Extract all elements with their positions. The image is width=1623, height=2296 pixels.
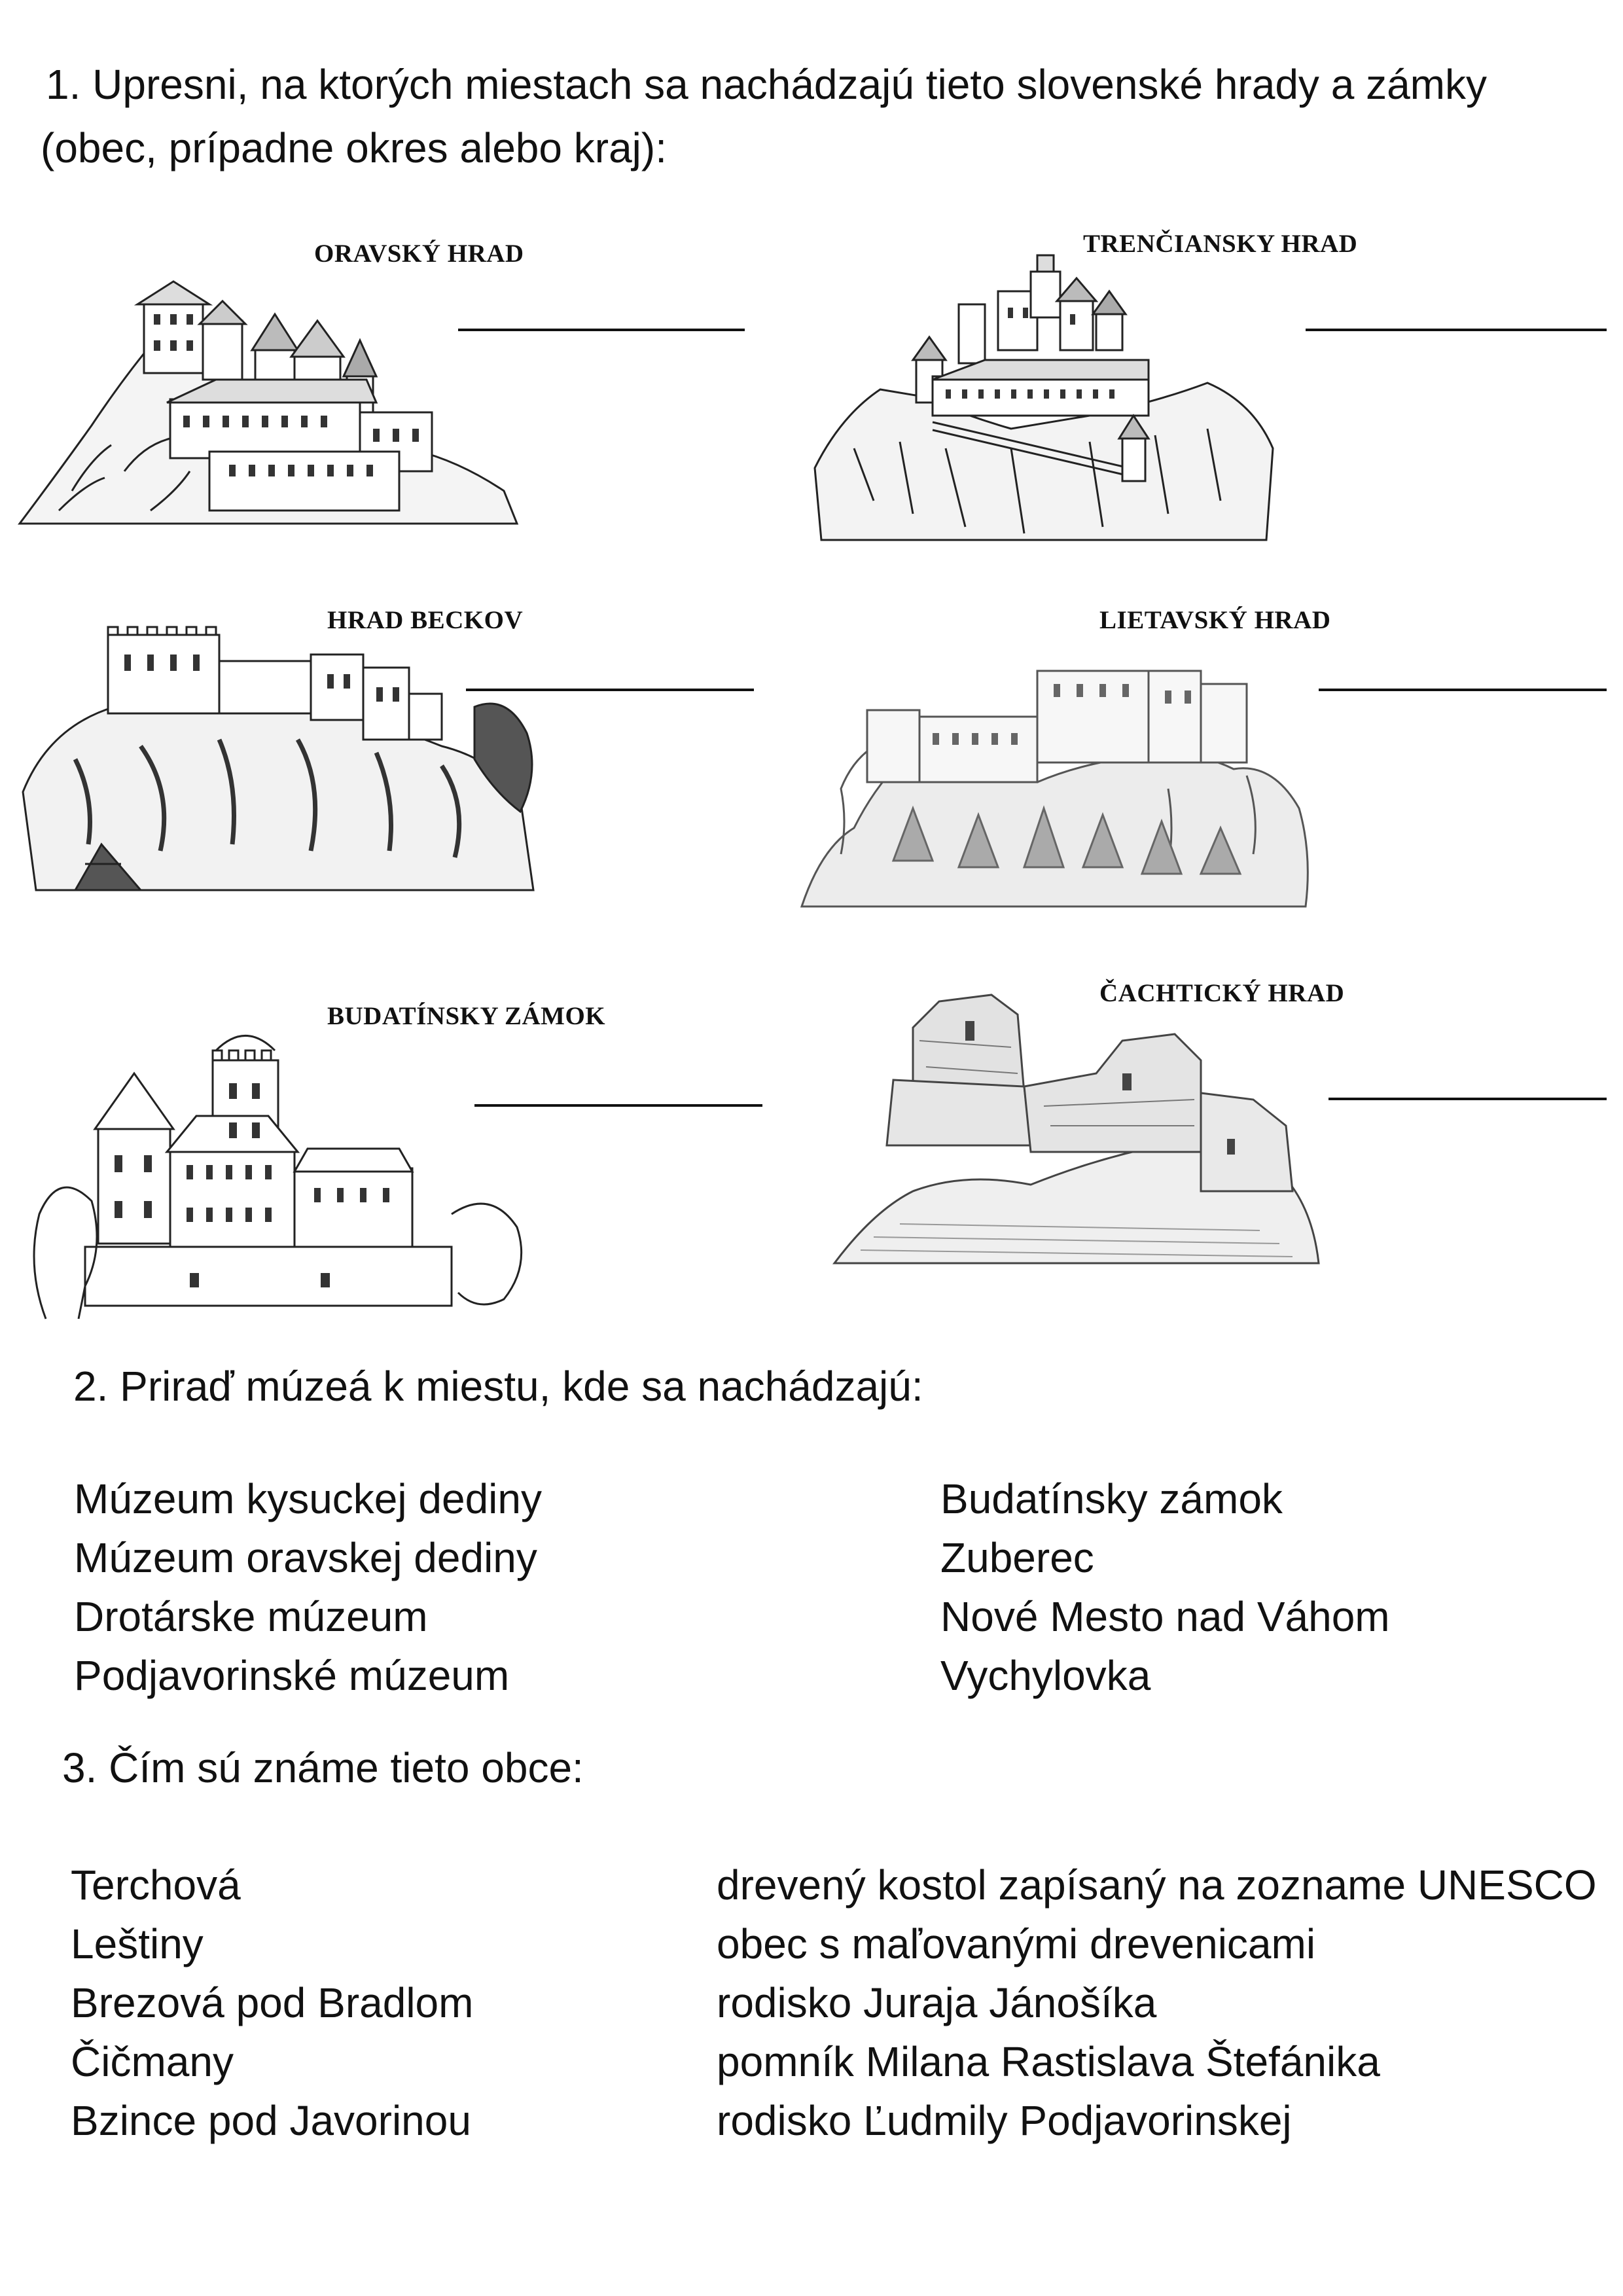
museum-item[interactable]: Podjavorinské múzeum — [74, 1652, 510, 1699]
place-item[interactable]: Nové Mesto nad Váhom — [940, 1593, 1390, 1640]
museum-item[interactable]: Múzeum kysuckej dediny — [74, 1475, 542, 1522]
castle-title-trenciansky: TRENČIANSKY HRAD — [1083, 230, 1358, 258]
fact-item[interactable]: rodisko Juraja Jánošíka — [717, 1979, 1157, 2026]
trenciansky-hrad-drawing — [815, 252, 1293, 540]
museum-list — [74, 1469, 542, 1705]
village-item[interactable]: Leštiny — [71, 1920, 204, 1967]
fact-list — [717, 1856, 1597, 2150]
castle-title-budatinsky: BUDATÍNSKY ZÁMOK — [327, 1002, 606, 1030]
fact-item[interactable]: rodisko Ľudmily Podjavorinskej — [717, 2097, 1292, 2144]
museum-item[interactable]: Drotárske múzeum — [74, 1593, 428, 1640]
place-list — [940, 1469, 1390, 1705]
task1-heading-line2: (obec, prípadne okres alebo kraj): — [41, 124, 667, 171]
museum-item[interactable]: Múzeum oravskej dediny — [74, 1534, 537, 1581]
place-item[interactable]: Budatínsky zámok — [940, 1475, 1283, 1522]
answer-line-trenciansky[interactable] — [1306, 329, 1607, 331]
castle-title-beckov: HRAD BECKOV — [327, 606, 524, 634]
fact-item[interactable]: obec s maľovanými drevenicami — [717, 1920, 1316, 1967]
task1-heading-line1: 1. Upresni, na ktorých miestach sa nachádzajú tieto slovenské hrady a zámky — [46, 61, 1487, 108]
budatinsky-zamok-drawing — [20, 1018, 537, 1325]
village-list — [71, 1856, 473, 2150]
village-item[interactable]: Bzince pod Javorinou — [71, 2097, 471, 2144]
cachticky-hrad-drawing — [834, 975, 1332, 1276]
oravsky-hrad-drawing — [20, 275, 517, 530]
lietavsky-hrad-drawing — [802, 658, 1319, 913]
castle-title-lietavsky: LIETAVSKÝ HRAD — [1099, 606, 1331, 634]
task3-heading: 3. Čím sú známe tieto obce: — [62, 1744, 584, 1791]
answer-line-cachticky[interactable] — [1329, 1098, 1607, 1100]
castle-title-cachticky: ČACHTICKÝ HRAD — [1099, 979, 1345, 1007]
answer-line-lietavsky[interactable] — [1319, 689, 1607, 691]
castle-title-oravsky: ORAVSKÝ HRAD — [314, 240, 524, 268]
place-item[interactable]: Zuberec — [940, 1534, 1094, 1581]
village-item[interactable]: Čičmany — [71, 2038, 234, 2085]
hrad-beckov-drawing — [23, 628, 540, 897]
task2-heading: 2. Priraď múzeá k miestu, kde sa nachádzajú: — [73, 1363, 923, 1410]
fact-item[interactable]: drevený kostol zapísaný na zozname UNESCO — [717, 1861, 1597, 1909]
village-item[interactable]: Brezová pod Bradlom — [71, 1979, 474, 2026]
village-item[interactable]: Terchová — [71, 1861, 241, 1909]
fact-item[interactable]: pomník Milana Rastislava Štefánika — [717, 2038, 1380, 2085]
place-item[interactable]: Vychylovka — [940, 1652, 1151, 1699]
